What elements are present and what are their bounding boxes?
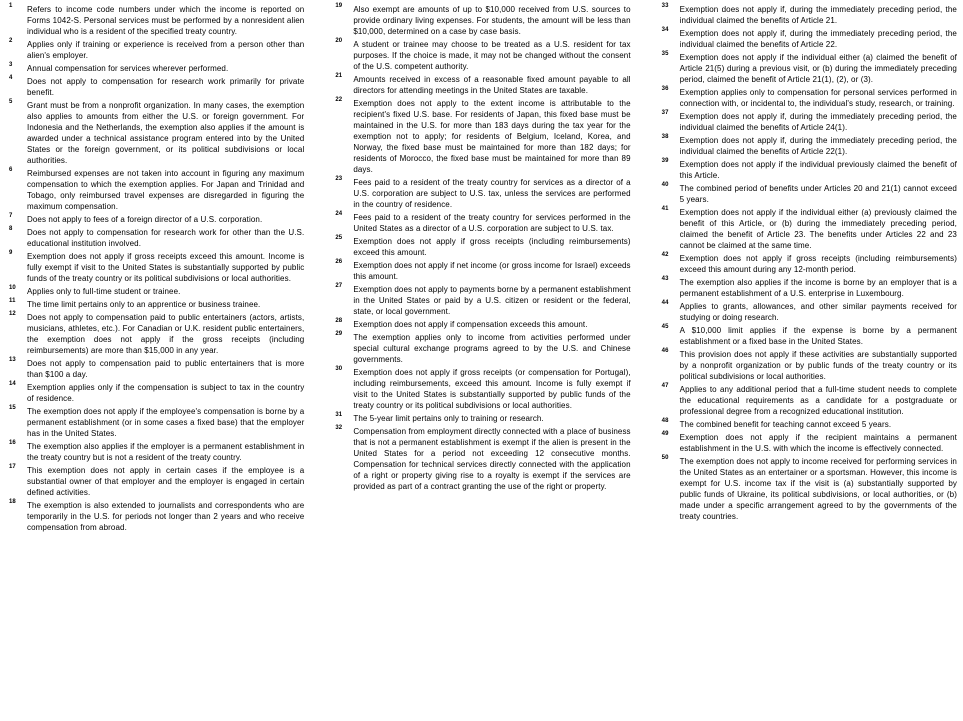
footnote-item [332,284,630,317]
footnote-text: Exemption does not apply if compensation exceeds this amount. [353,320,588,329]
footnote-number: 18 [9,499,16,505]
footnote-text: The combined period of benefits under Articles 20 and 21(1) cannot exceed 5 years. [679,184,957,204]
footnote-item [6,4,304,37]
footnote-text: Exemption does not apply if, during the immediately preceding period, the individual claimed the benefits of Article 21. [679,5,957,25]
footnote-number: 16 [9,440,16,446]
footnote-text: Exemption does not apply if the individual either (a) claimed the benefit of Article 21(5) during a previous visit, or (b) during the immediately preceding period, claimed the benefit of Article 21(1), (2), or (3). [679,53,957,84]
footnote-number: 32 [335,425,343,431]
footnote-text: The combined benefit for teaching cannot exceed 5 years. [679,420,892,429]
footnote-text: Exemption does not apply if gross receipts exceed this amount. Income is fully exempt if visit to the United States is substantially supported by public funds of the treaty country or its political subdivisions or local authorities. [27,252,305,283]
footnote-number: 44 [661,300,669,306]
footnote-item [332,319,630,330]
footnote-number: 50 [661,455,669,461]
footnote-text: Reimbursed expenses are not taken into account in figuring any maximum compensation to which the exemption applies. For Japan and Trinidad and Tobago, only reimbursed travel expenses are disregarded in figuring the maximum compensation. [27,169,305,211]
footnote-number: 9 [9,250,13,256]
footnote-item [6,39,304,61]
footnote-number: 43 [661,276,669,282]
footnote-text: Exemption does not apply if net income (or gross income for Israel) exceeds this amount. [353,261,631,281]
footnote-item [332,39,630,72]
footnote-text: Exemption applies only to compensation for personal services performed in connection with, or incidental to, the individual's study, research, or training. [679,88,957,108]
footnote-item [659,52,957,85]
footnote-item [332,74,630,96]
footnote-item [659,419,957,430]
footnote-number: 19 [335,3,343,9]
footnote-number: 8 [9,226,13,232]
footnote-number: 46 [661,348,669,354]
footnote-text: Also exempt are amounts of up to $10,000 received from U.S. sources to provide ordinary living expenses. For students, the amount will be less than $10,000, determined on a case by case basis. [353,5,631,36]
footnote-text: This exemption does not apply in certain cases if the employee is a substantial owner of that employer and the employer is engaged in certain defined activities. [27,466,305,497]
footnote-item [6,312,304,356]
footnote-number: 47 [661,383,669,389]
footnote-number: 26 [335,259,343,265]
footnote-text: Exemption does not apply to the extent income is attributable to the recipient's fixed U.S. base. For residents of Japan, this fixed base must be maintained in the U.S. for more than 183 days during the tax year for the exemption not to apply; for residents of Belgium, Iceland, Korea, and Norway, the fixed base must be maintained for more than 182 days; for residents of Morocco, the fixed base must be maintained for more than 89 days. [353,99,631,174]
footnote-item [659,349,957,382]
footnote-item [6,214,304,225]
footnote-text: Does not apply to compensation for research work primarily for private benefit. [27,77,305,97]
footnote-item [6,358,304,380]
footnote-item [332,413,630,424]
footnote-item [332,98,630,175]
footnote-item [6,441,304,463]
footnote-text: Applies only to full-time student or trainee. [27,287,181,296]
footnote-item [659,432,957,454]
footnote-number: 39 [661,158,669,164]
footnote-text: A $10,000 limit applies if the expense is borne by a permanent establishment or a fixed base in the United States. [679,326,957,346]
footnote-text: Does not apply to compensation paid to public entertainers (actors, artists, musicians, athletes, etc.). For Canadian or U.K. resident public entertainers, the exemption does not apply if the gross receipts (including reimbursements) are more than $15,000 in any year. [27,313,305,355]
footnote-number: 27 [335,283,343,289]
footnote-item [6,227,304,249]
footnote-text: The exemption also applies if the income is borne by an employer that is a permanent establishment of a U.S. enterprise in Luxembourg. [679,278,957,298]
footnote-number: 2 [9,38,13,44]
footnote-item [332,212,630,234]
footnote-text: The exemption also applies if the employer is a permanent establishment in the treaty country but is not a resident of the treaty country. [27,442,305,462]
footnote-item [6,406,304,439]
footnote-number: 34 [661,27,669,33]
footnote-item [6,63,304,74]
footnote-item [6,286,304,297]
footnote-number: 28 [335,318,343,324]
footnote-text: Applies to grants, allowances, and other similar payments received for studying or doing research. [679,302,957,322]
footnote-text: Exemption does not apply if the recipient maintains a permanent establishment in the U.S. with which the income is effectively connected. [679,433,957,453]
footnote-item [332,426,630,492]
footnote-number: 48 [661,418,669,424]
footnote-item [332,260,630,282]
footnote-item [659,87,957,109]
footnote-number: 25 [335,235,343,241]
footnote-text: Exemption does not apply if gross receipts (or compensation for Portugal), including reimbursements, exceed this amount. Income is fully exempt if visit to the United States is substantially supported by public funds of the treaty country or its political subdivisions or local authorities. [353,368,631,410]
footnotes-column-1 [6,4,304,717]
footnote-number: 23 [335,176,343,182]
footnote-item [659,384,957,417]
footnote-number: 14 [9,381,16,387]
footnote-item [6,465,304,498]
footnote-number: 1 [9,3,13,9]
footnote-number: 4 [9,75,13,81]
footnote-item [659,4,957,26]
footnote-item [332,236,630,258]
footnote-item [659,253,957,275]
footnote-text: Exemption does not apply if, during the immediately preceding period, the individual claimed the benefits of Article 24(1). [679,112,957,132]
footnote-text: This provision does not apply if these activities are substantially supported by a nonprofit organization or by public funds of the treaty country or its political subdivisions or local authorities. [679,350,957,381]
footnote-number: 35 [661,51,669,57]
footnote-text: Applies to any additional period that a full-time student needs to complete the educational requirements as a candidate for a postgraduate or professional degree from a recognized educational institution. [679,385,957,416]
footnote-text: Fees paid to a resident of the treaty country for services as a director of a U.S. corporation are subject to U.S. tax, unless the services are performed in the country of residence. [353,178,631,209]
footnote-item [332,4,630,37]
footnote-item [6,500,304,533]
footnote-item [659,301,957,323]
footnote-text: The exemption does not apply if the employee's compensation is borne by a permanent establishment (or in some cases a fixed base) that the employer has in the United States. [27,407,305,438]
footnote-number: 10 [9,285,16,291]
footnote-number: 20 [335,38,343,44]
footnote-text: Does not apply to compensation for research work for other than the U.S. educational institution involved. [27,228,305,248]
footnote-item [6,251,304,284]
footnote-item [659,183,957,205]
footnote-item [659,456,957,522]
footnote-number: 45 [661,324,669,330]
footnote-number: 21 [335,73,343,79]
footnote-number: 7 [9,213,13,219]
footnote-text: The time limit pertains only to an apprentice or business trainee. [27,300,261,309]
footnote-item [659,135,957,157]
footnote-number: 13 [9,357,16,363]
footnote-text: Applies only if training or experience is received from a person other than alien's employer. [27,40,305,60]
footnote-item [6,168,304,212]
footnote-text: Refers to income code numbers under which the income is reported on Forms 1042-S. Personal services must be performed by a nonresident alien individual who is a resident of the specified treaty country. [27,5,305,36]
footnote-item [659,325,957,347]
footnote-number: 40 [661,182,669,188]
footnote-item [659,111,957,133]
footnote-item [6,382,304,404]
footnote-item [659,277,957,299]
footnote-text: Exemption does not apply to payments borne by a permanent establishment in the United States or paid by a U.S. citizen or resident or the federal, state, or local government. [353,285,631,316]
footnote-number: 30 [335,366,343,372]
footnote-text: The exemption does not apply to income received for performing services in the United States as an entertainer or a sportsman. However, this income is exempt for U.S. income tax if the visit is (a) substantially supported by public funds of Ukraine, its political subdivisions, or local authorities, or (b) made under a specific arrangement agreed to by the governments of the treaty countries. [679,457,957,521]
footnote-text: Fees paid to a resident of the treaty country for services performed in the United States as a director of a U.S. corporation are subject to U.S. tax. [353,213,631,233]
footnote-number: 17 [9,464,16,470]
footnote-number: 15 [9,405,16,411]
footnote-number: 31 [335,412,343,418]
footnote-item [659,207,957,251]
footnote-text: Exemption applies only if the compensation is subject to tax in the country of residence. [27,383,305,403]
footnote-item [659,28,957,50]
footnote-number: 29 [335,331,343,337]
footnote-number: 22 [335,97,343,103]
footnote-item [332,177,630,210]
footnotes-column-3 [659,4,957,717]
footnote-number: 12 [9,311,16,317]
footnote-text: Grant must be from a nonprofit organization. In many cases, the exemption also applies to amounts from either the U.S. or foreign government. For Indonesia and the Netherlands, the exemption also applies if the amount is awarded under a technical assistance program entered into by the United States or the foreign government, or its political subdivisions or local authorities. [27,101,305,165]
footnote-text: Exemption does not apply if gross receipts (including reimbursements) exceed this amount. [353,237,631,257]
footnote-text: Does not apply to fees of a foreign director of a U.S. corporation. [27,215,263,224]
footnote-item [332,332,630,365]
footnote-item [659,159,957,181]
footnote-text: Exemption does not apply if gross receipts (including reimbursements) exceed this amount during any 12-month period. [679,254,957,274]
footnote-number: 49 [661,431,669,437]
footnote-item [332,367,630,411]
footnote-text: Amounts received in excess of a reasonable fixed amount payable to all directors for attending meetings in the United States are taxable. [353,75,631,95]
footnote-number: 3 [9,62,13,68]
footnote-item [6,299,304,310]
footnote-number: 36 [661,86,669,92]
footnote-text: The exemption applies only to income from activities performed under special cultural exchange programs agreed to by the U.S. and Chinese governments. [353,333,631,364]
footnote-text: Compensation from employment directly connected with a place of business that is not a permanent establishment is exempt if the alien is present in the United States for a period not exceeding 12 consecutive months. Compensation for technical services directly connected with the application of a right or property giving rise to a royalty is exempt if the services are provided as part of a contract granting the use of the right or property. [353,427,631,491]
footnote-text: Exemption does not apply if, during the immediately preceding period, the individual claimed the benefits of Article 22. [679,29,957,49]
footnote-text: The exemption is also extended to journalists and correspondents who are temporarily in the U.S. for periods not longer than 2 years and who receive compensation from abroad. [27,501,305,532]
footnote-number: 5 [9,99,13,105]
footnote-number: 24 [335,211,343,217]
footnote-number: 37 [661,110,669,116]
footnote-text: A student or trainee may choose to be treated as a U.S. resident for tax purposes. If the choice is made, it may not be changed without the consent of the U.S. competent authority. [353,40,631,71]
footnote-text: The 5-year limit pertains only to training or research. [353,414,544,423]
footnote-text: Exemption does not apply if, during the immediately preceding period, the individual claimed the benefits of Article 22(1). [679,136,957,156]
footnote-text: Exemption does not apply if the individual either (a) previously claimed the benefit of this Article, or (b) during the immediately preceding period, claimed the benefit of Article 23. The benefits under Articles 22 and 23 cannot be claimed at the same time. [679,208,957,250]
footnote-number: 6 [9,167,13,173]
footnote-text: Annual compensation for services wherever performed. [27,64,229,73]
footnote-number: 38 [661,134,669,140]
footnote-number: 41 [661,206,669,212]
footnote-item [6,100,304,166]
footnote-number: 33 [661,3,669,9]
footnote-number: 42 [661,252,669,258]
footnote-text: Does not apply to compensation paid to public entertainers that is more than $100 a day. [27,359,305,379]
footnote-item [6,76,304,98]
footnote-number: 11 [9,298,16,304]
footnote-text: Exemption does not apply if the individual previously claimed the benefit of this Article. [679,160,957,180]
footnotes-column-2 [332,4,630,717]
